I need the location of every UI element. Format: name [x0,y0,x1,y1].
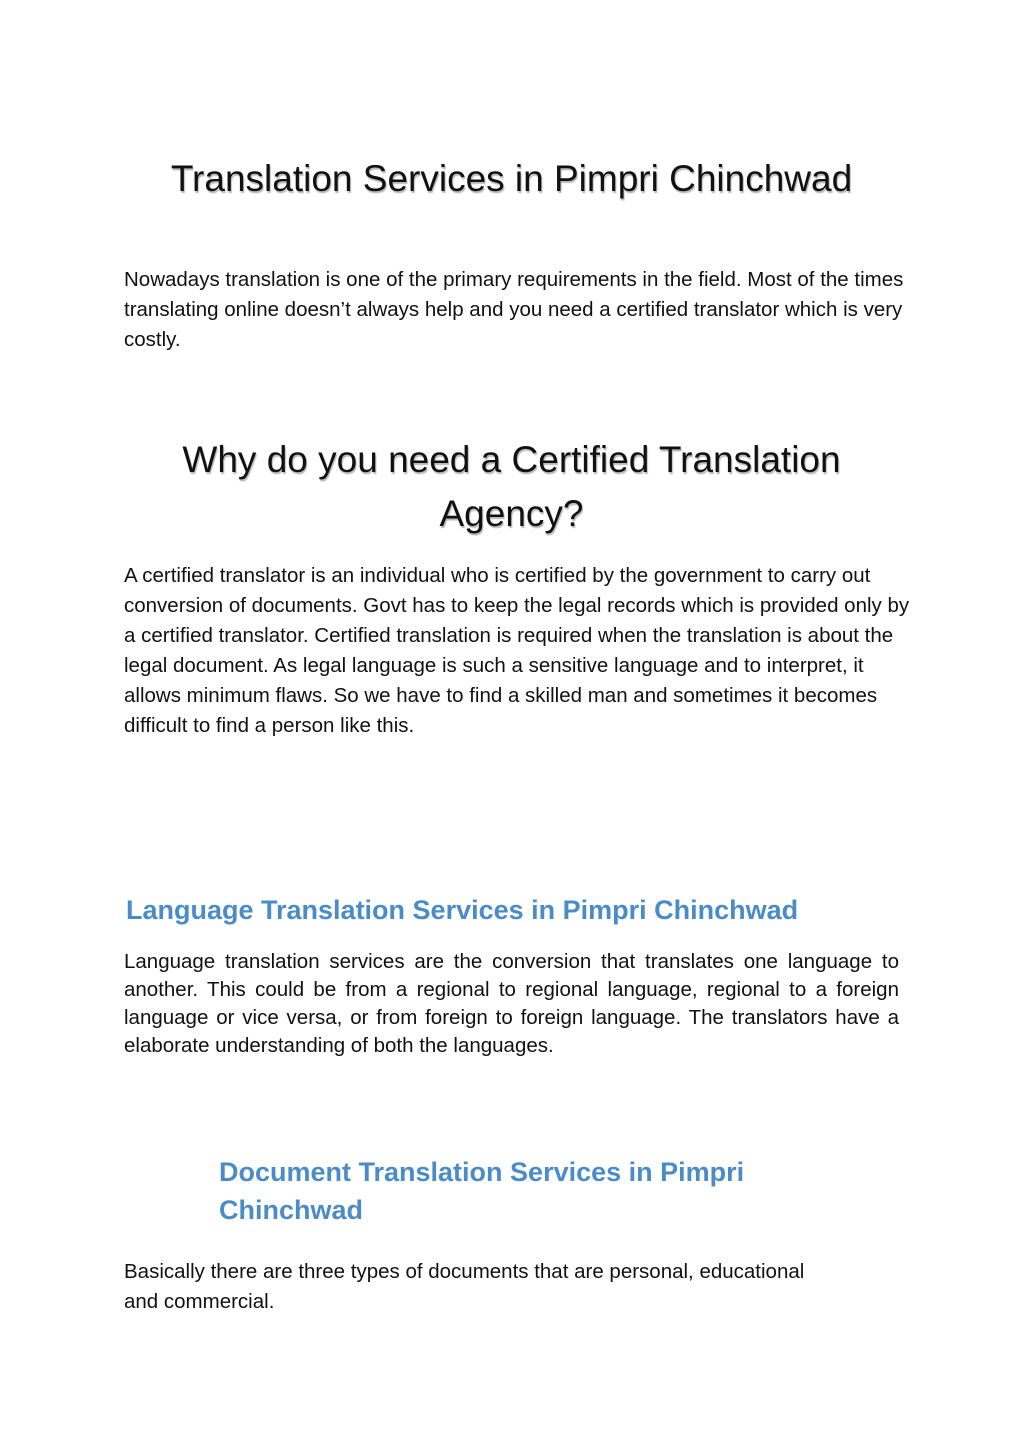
language-services-paragraph: Language translation services are the conversion that translates one language to another. This could be from a regional to regional language, regional to a foreign language or vice versa, or from foreign to foreign language. The translators have a elaborate understanding of both the languages. [124,950,899,1057]
certified-paragraph: A certified translator is an individual who is certified by the government to carry out conversion of documents. Govt has to keep the legal records which is provided only by a certified translator. Certified translation is required when the translation is about the legal document. As legal language is such a sensitive language and to interpret, it allows minimum flaws. So we have to find a skilled man and sometimes it becomes difficult to find a person like this. [124,564,910,737]
why-heading-text: Why do you need a Certified Translation Agency? [182,439,841,534]
document-services-paragraph: Basically there are three types of documents that are personal, educational and commercial. [124,1260,805,1313]
why-heading [0,433,1023,541]
language-services-heading: Language Translation Services in Pimpri Chinchwad [126,895,799,925]
page-title: Translation Services in Pimpri Chinchwad [170,158,853,199]
document-services-heading: Document Translation Services in Pimpri Chinchwad [219,1157,745,1225]
intro-paragraph: Nowadays translation is one of the primary requirements in the field. Most of the times translating online doesn’t always help and you need a certified translator which is very costly. [124,268,904,351]
